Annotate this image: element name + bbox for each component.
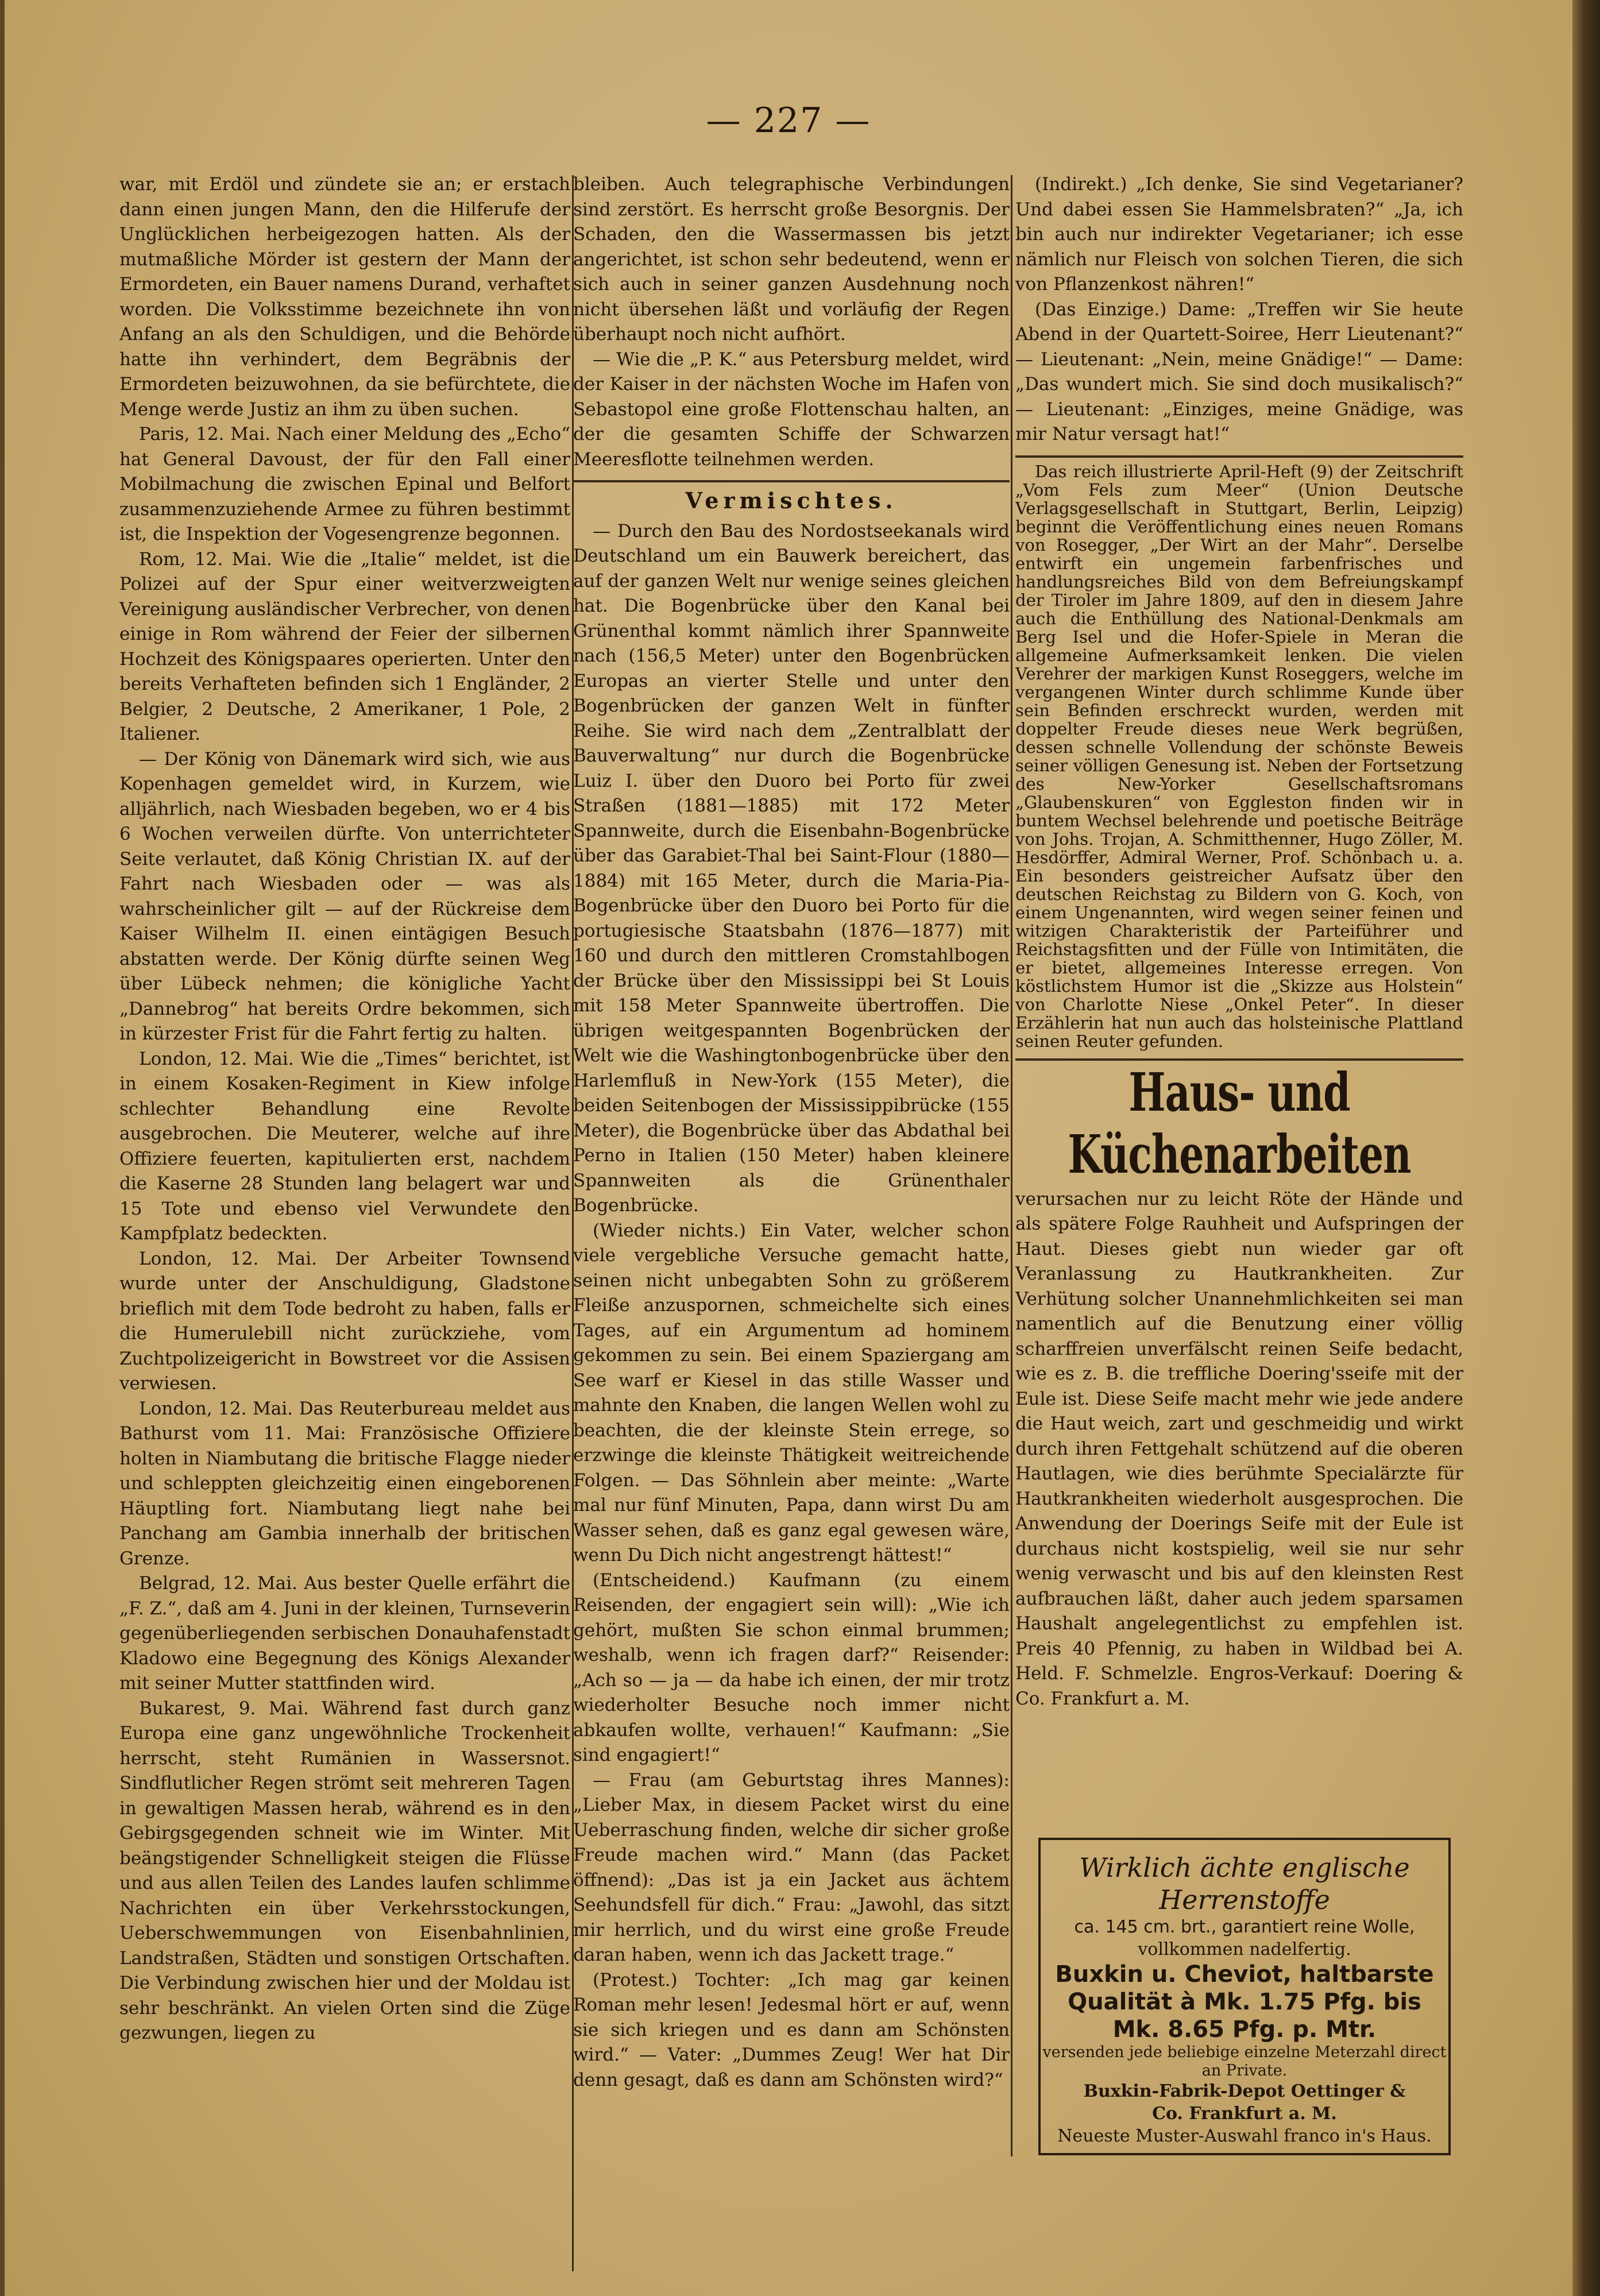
article-paragraph: Bukarest, 9. Mai. Während fast durch ganz Europa eine ganz ungewöhnliche Trockenheit herrscht, steht Rumänien in Wassersnot. Sindflutlicher Regen strömt seit mehreren Tagen in gewaltigen Massen herab, während es in den Gebirgsgegenden schneit wie im Winter. Mit beängstigender Schnelligkeit steigen die Flüsse und aus allen Teilen des Landes laufen schlimme Nachrichten ein über Verkehrsstockungen, Ueberschwemmungen von Eisenbahnlinien, Landstraßen, Städten und sonstigen Ortschaften. Die Verbindung zwischen hier und der Moldau ist sehr beschränkt. An vielen Orten sind die Züge gezwungen, liegen zu — [119, 1698, 570, 2043]
article-paragraph: Paris, 12. Mai. Nach einer Meldung des „Echo“ hat General Davoust, der für den Fall einer Mobilmachung die zwischen Epinal und Belfort zusammenzuziehende Armee zu führen bestimmt ist, die Inspektion der Vogesengrenze begonnen. — [119, 424, 570, 544]
ad-body: verursachen nur zu leicht Röte der Hände und als spätere Folge Rauhheit und Aufspringen der Haut. Dieses giebt nun wieder gar oft Veranlassung zu Hautkrankheiten. Zur Verhütung solcher Unannehmlichkeiten sei man namentlich auf die Benutzung einer völlig scharffreien unverfälscht reinen Seife bedacht, wie es z. B. die treffliche Doering'sseife mit der Eule ist. Diese Seife macht mehr wie jede andere die Haut weich, zart und geschmeidig und wirkt durch ihren Fettgehalt schützend auf die oberen Hautlagen, wie dies berühmte Specialärzte für Hautkrankheiten wiederholt ausgesprochen. Die Anwendung der Doerings Seife mit der Eule ist durchaus nicht kostspielig, weil sie nur sehr wenig verwascht und bis auf den kleinsten Rest aufbrauchen läßt, daher auch jedem sparsamen Haushalt angelegentlichst zu empfehlen ist. Preis 40 Pfennig, zu haben in Wildbad bei A. Held. F. Schmelzle. Engros-Verkauf: Doering & Co. Frankfurt a. M. — [1015, 1188, 1463, 1709]
page-number: — 227 — — [706, 101, 871, 141]
column-2 — [573, 172, 1010, 2263]
article-paragraph: London, 12. Mai. Wie die „Times“ berichtet, ist in einem Kosaken-Regiment in Kiew infolge schlechter Behandlung eine Revolte ausgebrochen. Die Meuterer, welche auf ihre Offiziere feuerten, kapitulierten erst, nachdem die Kaserne 28 Stunden lang belagert war und 15 Tote und ebenso viel Verwundete den Kampfplatz bedeckten. — [119, 1048, 570, 1244]
ad-emphasis-line: Qualität à Mk. 1.75 Pfg. bis — [1068, 1989, 1421, 2015]
article-paragraph: Belgrad, 12. Mai. Aus bester Quelle erfährt die „F. Z.“, daß am 4. Juni in der kleinen, Turnseverin gegenüberliegenden serbischen Donauhafenstadt Kladowo eine Begegnung des Königs Alexander mit seiner Mutter stattfinden wird. — [119, 1573, 570, 1694]
article-paragraph: (Protest.) Tochter: „Ich mag gar keinen Roman mehr lesen! Jedesmal hört er auf, wenn sie sich kriegen und es dann am Schönsten wird.“ — Vater: „Dummes Zeug! Wer hat Dir denn gesagt, daß es dann am Schönsten wird?“ — [573, 1969, 1010, 2090]
book-binding — [1572, 0, 1600, 2296]
article-paragraph: — Frau (am Geburtstag ihres Mannes): „Lieber Max, in diesem Packet wirst du eine Ueberraschung finden, welche dir sicher große Freude machen wird.“ Mann (das Packet öffnend): „Das ist ja ein Jacket aus ächtem Seehundsfell für dich.“ Frau: „Jawohl, das sitzt mir herrlich, und du wirst eine große Freude daran haben, wenn ich das Jackett trage.“ — [573, 1769, 1010, 1965]
article-paragraph: bleiben. Auch telegraphische Verbindungen sind zerstört. Es herrscht große Besorgnis. Der Schaden, den die Wassermassen bis jetzt angerichtet, ist schon sehr bedeutend, wenn er sich auch in seiner ganzen Ausdehnung noch nicht übersehen läßt und vorläufig der Regen überhaupt noch nicht aufhört. — [573, 174, 1010, 345]
article-paragraph: — Durch den Bau des Nordostseekanals wird Deutschland um ein Bauwerk bereichert, das auf der ganzen Welt nur wenige seines gleichen hat. Die Bogenbrücke über den Kanal bei Grünenthal kommt nämlich ihrer Spannweite nach (156,5 Meter) unter den Bogenbrücken Europas an vierter Stelle und unter den Bogenbrücken der ganzen Welt in fünfter Reihe. Sie wird nach dem „Zentralblatt der Bauverwaltung“ nur durch die Bogenbrücke Luiz I. über den Duoro bei Porto für zwei Straßen (1881—1885) mit 172 Meter Spannweite, durch die Eisenbahn-Bogenbrücke über das Garabiet-Thal bei Saint-Flour (1880—1884) mit 165 Meter, durch die Maria-Pia-Bogenbrücke über den Duoro bei Porto für die portugiesische Staatsbahn (1876—1877) mit 160 und durch den mittleren Cromstahlbogen der Brücke über den Mississippi bei St Louis mit 158 Meter Spannweite übertroffen. Die übrigen weitgespannten Bogenbrücken der Welt wie die Washingtonbogenbrücke über den Harlemfluß in New-York (155 Meter), die beiden Seitenbogen der Mississippibrücke (155 Meter), die Bogenbrücke über das Abdathal bei Perno in Italien (150 Meter) haben kleinere Spannweiten als die Grünenthaler Bogenbrücke. — [573, 520, 1010, 1216]
ad-title-line-2: Herrenstoffe — [1159, 1884, 1330, 1915]
article-paragraph: — Der König von Dänemark wird sich, wie aus Kopenhagen gemeldet wird, in Kurzem, wie alljährlich, nach Wiesbaden begeben, wo er 4 bis 6 Wochen verweilen dürfte. Von unterrichteter Seite verlautet, daß König Christian IX. auf der Fahrt nach Wiesbaden oder — was als wahrscheinlicher gilt — auf der Rückreise dem Kaiser Wilhelm II. einen eintägigen Besuch abstatten werde. Der König dürfte seinen Weg über Lübeck nehmen; die königliche Yacht „Dannebrog“ hat bereits Ordre bekommen, sich in kürzester Frist für die Fahrt fertig zu halten. — [119, 748, 570, 1044]
newspaper-page — [5, 0, 1572, 2296]
ad-emphasis-line: Buxkin u. Cheviot, haltbarste — [1055, 1961, 1434, 1988]
notice-paragraph: Das reich illustrierte April-Heft (9) der Zeitschrift „Vom Fels zum Meer“ (Union Deutsche Verlagsgesellschaft in Stuttgart, Berlin, Leipzig) beginnt die Veröffentlichung eines neuen Romans von Rosegger, „Der Wirt an der Mahr“. Derselbe entwirft ein ungemein farbenfrisches und handlungsreiches Bild von dem Befreiungskampf der Tiroler im Jahre 1809, auf den in diesem Jahre auch die Enthüllung des National-Denkmals am Berg Isel und die Hofer-Spiele in Meran die allgemeine Aufmerksamkeit lenken. Die vielen Verehrer der markigen Kunst Roseggers, welche im vergangenen Winter durch schlimme Kunde über sein Befinden erschreckt wurden, werden mit doppelter Freude dieses neue Werk begrüßen, dessen schnelle Vollendung der schönste Beweis seiner völligen Genesung ist. Neben der Fortsetzung des New-Yorker Gesellschaftsromans „Glaubenskuren“ von Eggleston finden wir in buntem Wechsel belehrende und poetische Beiträge von Johs. Trojan, A. Schmitthenner, Hugo Zöller, M. Hesdörffer, Admiral Werner, Prof. Schönbach u. a. Ein besonders geistreicher Aufsatz über den deutschen Reichstag zu Bildern von G. Koch, von einem Ungenannten, wird wegen seiner feinen und witzigen Charakteristik der Parteiführer und Reichstagsfitten und der Fülle von Intimitäten, die er bietet, allgemeines Interesse erregen. Von köstlichstem Humor ist die „Skizze aus Holstein“ von Charlotte Niese „Onkel Peter“. In dieser Erzählerin hat nun auch das holsteinische Plattland seinen Reuter gefunden. — [1015, 461, 1463, 1051]
ad-text-line: Neueste Muster-Auswahl franco in's Haus. — [1057, 2126, 1432, 2146]
ad-text-line: Co. Frankfurt a. M. — [1152, 2104, 1337, 2124]
article-paragraph: war, mit Erdöl und zündete sie an; er erstach dann einen jungen Mann, den die Hilferufe der Unglücklichen herbeigezogen hatten. Als der mutmaßliche Mörder ist gestern der Mann der Ermordeten, ein Bauer namens Durand, verhaftet worden. Die Volksstimme bezeichnete ihn von Anfang an als den Schuldigen, und die Behörde hatte ihn verhindert, dem Begräbnis der Ermordeten beizuwohnen, da sie befürchtete, die Menge werde Justiz an ihm zu üben suchen. — [119, 174, 570, 420]
article-paragraph: (Indirekt.) „Ich denke, Sie sind Vegetarianer? Und dabei essen Sie Hammelsbraten?“ „Ja, ich bin auch nur indirekter Vegetarianer; ich esse nämlich nur Fleisch von solchen Tieren, die sich von Pflanzenkost nähren!“ — [1015, 174, 1463, 295]
ad-title-line-1: Wirklich ächte englische — [1079, 1852, 1410, 1883]
article-paragraph: London, 12. Mai. Der Arbeiter Townsend wurde unter der Anschuldigung, Gladstone brieflich mit dem Tode bedroht zu haben, falls er die Humerulebill nicht zurückziehe, vom Zuchtpolizeigericht in Bowstreet vor die Assisen verwiesen. — [119, 1248, 570, 1394]
column-1 — [119, 172, 570, 2291]
ad-text-line: ca. 145 cm. brt., garantiert reine Wolle, — [1074, 1917, 1415, 1937]
section-divider — [573, 480, 1010, 482]
fabric-advertisement — [1038, 1838, 1451, 2155]
article-paragraph: (Entscheidend.) Kaufmann (zu einem Reisenden, der engagiert sein will): „Wie ich gehört, mußten Sie schon einmal brummen; weshalb, wenn ich fragen darf?“ Reisender: „Ach so — ja — da habe ich einen, der mir trotz wiederholter Besuche noch immer nicht abkaufen wollte, verhauen!“ Kaufmann: „Sie sind engagiert!“ — [573, 1570, 1010, 1765]
section-title: Vermischtes. — [685, 488, 898, 513]
ad-emphasis-line: Mk. 8.65 Pfg. p. Mtr. — [1112, 2016, 1377, 2043]
article-paragraph: (Wieder nichts.) Ein Vater, welcher schon viele vergebliche Versuche gemacht hatte, seinen nicht unbegabten Sohn zu größerem Fleiße anzuspornen, schmeichelte sich eines Tages, auf ein Argumentum ad hominem gekommen zu sein. Bei einem Spaziergang am See warf er Kiesel in das stille Wasser und mahnte den Knaben, die langen Wellen wohl zu beachten, die der kleinste Stein errege, so erzwinge die kleinste Thätigkeit weitreichende Folgen. — Das Söhnlein aber meinte: „Warte mal nur fünf Minuten, Papa, dann wirst Du am Wasser sehen, daß es ganz egal gewesen wäre, wenn Du Dich nicht angestrengt hättest!“ — [573, 1220, 1010, 1566]
ad-text-line: vollkommen nadelfertig. — [1138, 1939, 1351, 1959]
article-paragraph: (Das Einzige.) Dame: „Treffen wir Sie heute Abend in der Quartett-Soiree, Herr Lieutenant?“ — Lieutenant: „Nein, meine Gnädige!“ — Dame: „Das wundert mich. Sie sind doch musikalisch?“ — Lieutenant: „Einziges, meine Gnädige, was mir Natur versagt hat!“ — [1015, 299, 1463, 444]
column-rule-right — [1011, 175, 1012, 2156]
ad-headline: Haus- und Küchenarbeiten — [1068, 1061, 1411, 1186]
article-paragraph: — Wie die „P. K.“ aus Petersburg meldet, wird der Kaiser in der nächsten Woche im Hafen von Sebastopol eine große Flottenschau halten, an der die gesamten Schiffe der Schwarzen Meeresflotte teilnehmen werden. — [573, 349, 1010, 470]
section-divider — [1015, 455, 1463, 458]
ad-divider — [1015, 1058, 1463, 1061]
article-paragraph: Rom, 12. Mai. Wie die „Italie“ meldet, ist die Polizei auf der Spur einer weitverzweigten Vereinigung ausländischer Verbrecher, von denen einige in Rom während der Feier der silbernen Hochzeit des Königspaares operierten. Unter den bereits Verhafteten befinden sich 1 Engländer, 2 Belgier, 2 Deutsche, 2 Amerikaner, 1 Pole, 2 Italiener. — [119, 548, 570, 744]
ad-text-line: versenden jede beliebige einzelne Meterzahl direct an Private. — [1042, 2043, 1447, 2079]
ad-text-line: Buxkin-Fabrik-Depot Oettinger & — [1083, 2081, 1406, 2101]
article-paragraph: London, 12. Mai. Das Reuterbureau meldet aus Bathurst vom 11. Mai: Französische Offiziere holten in Niambutang die britische Flagge nieder und schleppten gleichzeitig einen eingeborenen Häuptling fort. Niambutang liegt nahe bei Panchang am Gambia innerhalb der britischen Grenze. — [119, 1398, 570, 1569]
